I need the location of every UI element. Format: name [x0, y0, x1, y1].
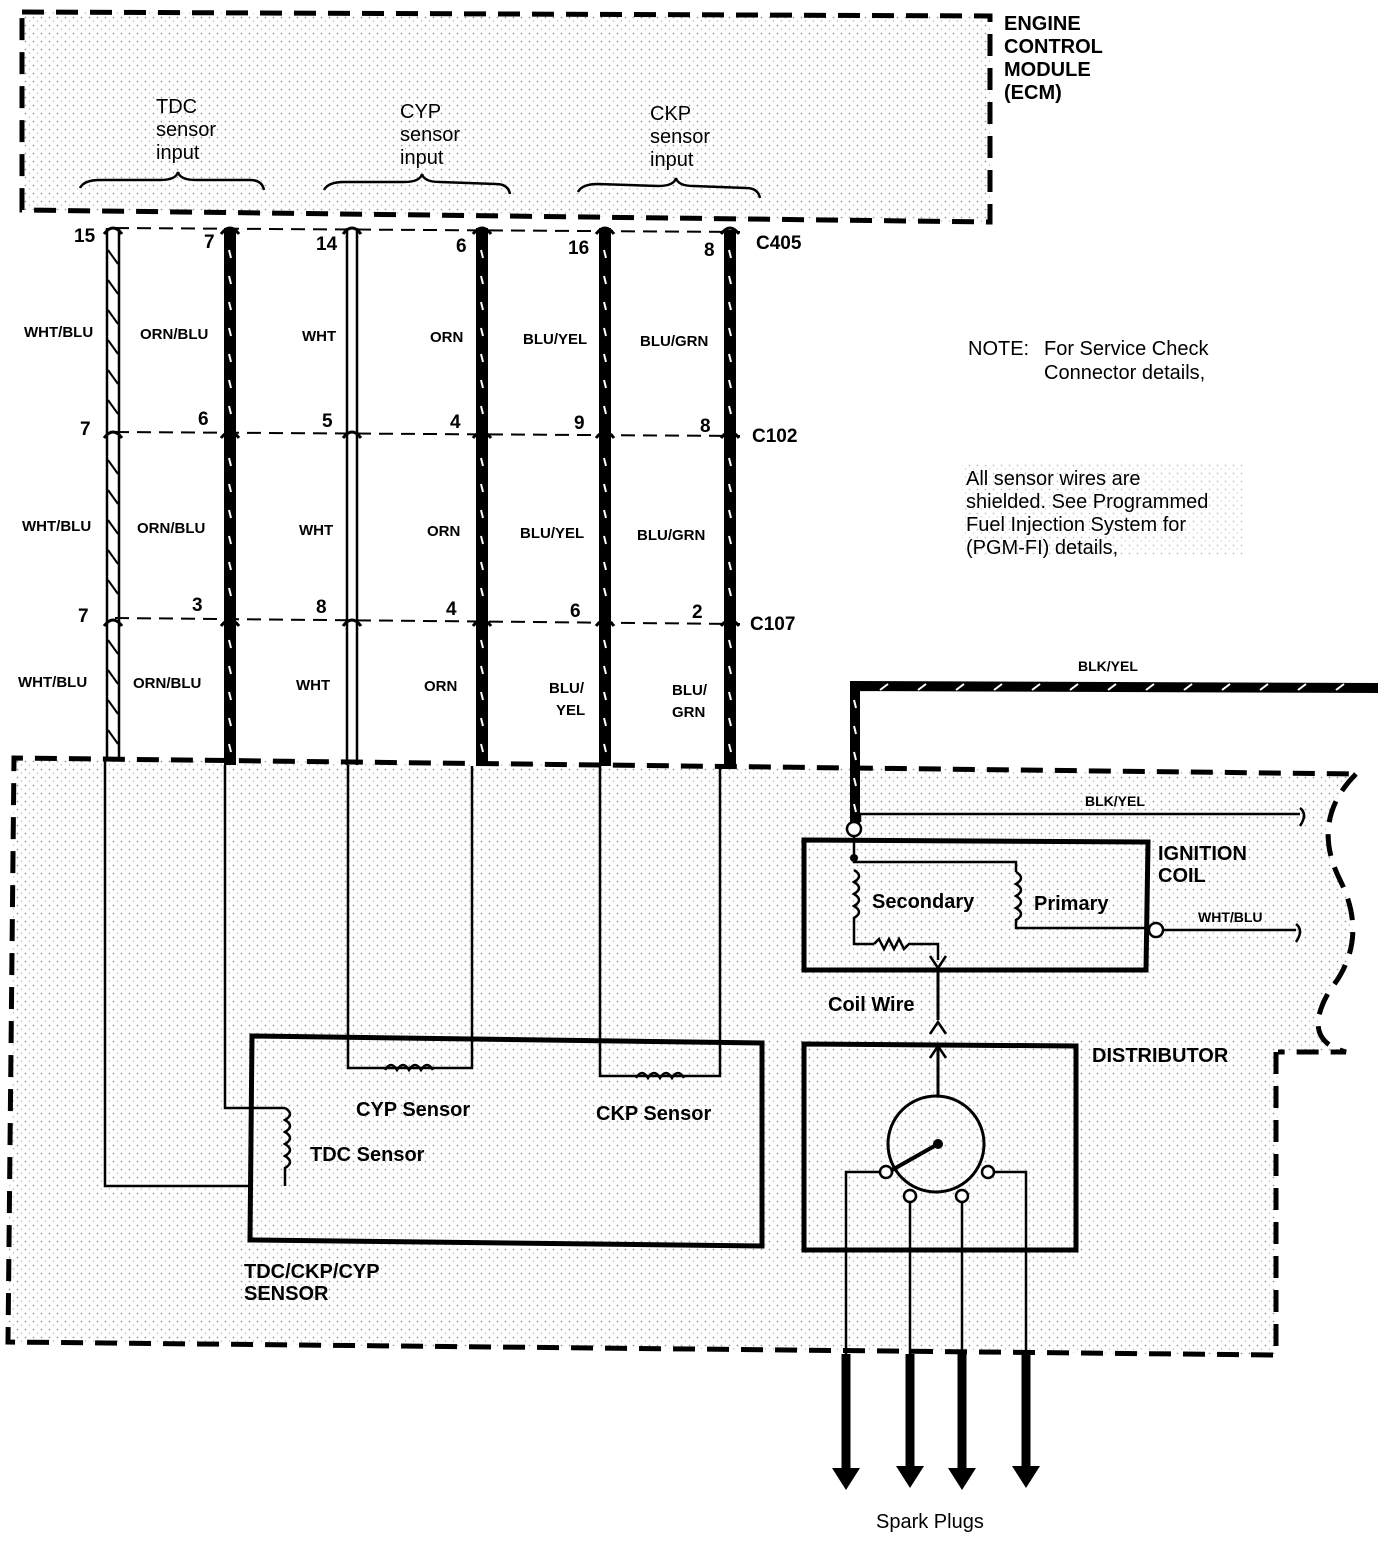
row1-color-2: ORN/BLU	[140, 326, 209, 343]
c405-name: C405	[756, 233, 802, 254]
ecm-title-line-1: ENGINE	[1004, 13, 1081, 35]
cyp-input-line-3: input	[400, 147, 444, 169]
note-line-1: For Service Check	[1044, 338, 1209, 360]
wire-wht-blu	[107, 228, 119, 760]
row2-color-3: WHT	[299, 522, 334, 539]
connector-line-c102	[115, 432, 740, 436]
c107-pin-3: 8	[316, 597, 327, 618]
wht-blu-label: WHT/BLU	[1198, 909, 1263, 925]
ckp-input-line-3: input	[650, 149, 694, 171]
ecm-module	[22, 12, 1103, 222]
wire-wht	[347, 228, 357, 765]
cyp-input-line-1: CYP	[400, 101, 442, 123]
row1-color-4: ORN	[430, 329, 464, 346]
spark-plug-leads	[832, 1354, 1040, 1490]
ecm-title	[1004, 13, 1103, 104]
c102-pin-2: 6	[198, 409, 209, 430]
c405-pin-5: 16	[568, 238, 590, 259]
ckp-sensor-label: CKP Sensor	[596, 1103, 712, 1125]
c102-pin-1: 7	[80, 419, 91, 440]
note-line-2: Connector details,	[1044, 362, 1206, 384]
shield-line-4: (PGM-FI) details,	[966, 537, 1119, 559]
coil-wire-label: Coil Wire	[828, 994, 915, 1016]
ignition-coil-line-2: COIL	[1158, 865, 1206, 887]
ckp-input-line-2: sensor	[650, 126, 711, 148]
connector-line-c107	[115, 618, 740, 624]
c107-pin-2: 3	[192, 595, 203, 616]
c405-pin-2: 7	[204, 232, 215, 253]
ignition-coil-line-1: IGNITION	[1158, 843, 1247, 865]
row2-color-2: ORN/BLU	[137, 520, 206, 537]
row3-color-3: WHT	[296, 677, 331, 694]
secondary-label: Secondary	[872, 891, 975, 913]
row3-color-5b: YEL	[556, 702, 586, 719]
spark-plugs-label: Spark Plugs	[876, 1511, 984, 1533]
tdc-sensor-label: TDC Sensor	[310, 1144, 425, 1166]
row3-color-1: WHT/BLU	[18, 674, 88, 691]
row3-color-4: ORN	[424, 678, 458, 695]
c102-pin-4: 4	[450, 412, 461, 433]
distributor-label: DISTRIBUTOR	[1092, 1045, 1229, 1067]
shield-note	[962, 464, 1245, 559]
shield-line-3: Fuel Injection System for	[966, 514, 1187, 536]
row2-color-1: WHT/BLU	[22, 518, 92, 535]
row3-color-6b: GRN	[672, 704, 706, 721]
ecm-title-line-3: MODULE	[1004, 59, 1091, 81]
ckp-input-line-1: CKP	[650, 103, 692, 125]
tdc-input-line-2: sensor	[156, 119, 217, 141]
c107-name: C107	[750, 614, 796, 635]
row1-color-5: BLU/YEL	[523, 331, 588, 348]
c405-pin-3: 14	[316, 234, 338, 255]
row1-color-6: BLU/GRN	[640, 333, 709, 350]
c107-pin-5: 6	[570, 601, 581, 622]
cyp-sensor-label: CYP Sensor	[356, 1099, 471, 1121]
c405-pin-4: 6	[456, 236, 467, 257]
row3-color-6: BLU/	[672, 682, 707, 699]
row2-color-5: BLU/YEL	[520, 525, 585, 542]
primary-label: Primary	[1034, 893, 1109, 915]
c107-pin-6: 2	[692, 602, 703, 623]
row3-color-2: ORN/BLU	[133, 675, 202, 692]
tdc-input-line-1: TDC	[156, 96, 198, 118]
assembly-line-1: TDC/CKP/CYP	[244, 1261, 380, 1283]
c102-pin-3: 5	[322, 411, 333, 432]
c107-pin-1: 7	[78, 606, 89, 627]
ecm-title-line-4: (ECM)	[1004, 82, 1062, 104]
c107-pin-4: 4	[446, 599, 457, 620]
connector-c107	[78, 595, 795, 635]
connector-c102	[80, 409, 797, 447]
ecm-title-line-2: CONTROL	[1004, 36, 1103, 58]
shield-line-2: shielded. See Programmed	[966, 491, 1209, 513]
c102-pin-6: 8	[700, 416, 711, 437]
note-label: NOTE:	[968, 338, 1030, 360]
service-note	[968, 338, 1209, 384]
row2-color-6: BLU/GRN	[637, 527, 706, 544]
assembly-line-2: SENSOR	[244, 1283, 329, 1305]
row3-color-5: BLU/	[549, 680, 584, 697]
shield-line-1: All sensor wires are	[966, 468, 1141, 490]
cyp-input-line-2: sensor	[400, 124, 461, 146]
row1-color-3: WHT	[302, 328, 337, 345]
row1-color-1: WHT/BLU	[24, 324, 94, 341]
blk-yel-inner-label: BLK/YEL	[1085, 793, 1145, 809]
c102-name: C102	[752, 426, 798, 447]
blk-yel-top-label: BLK/YEL	[1078, 658, 1138, 674]
c405-pin-6: 8	[704, 240, 715, 261]
row2-color-4: ORN	[427, 523, 461, 540]
tdc-input-line-3: input	[156, 142, 200, 164]
c102-pin-5: 9	[574, 413, 585, 434]
c405-pin-1: 15	[74, 226, 96, 247]
